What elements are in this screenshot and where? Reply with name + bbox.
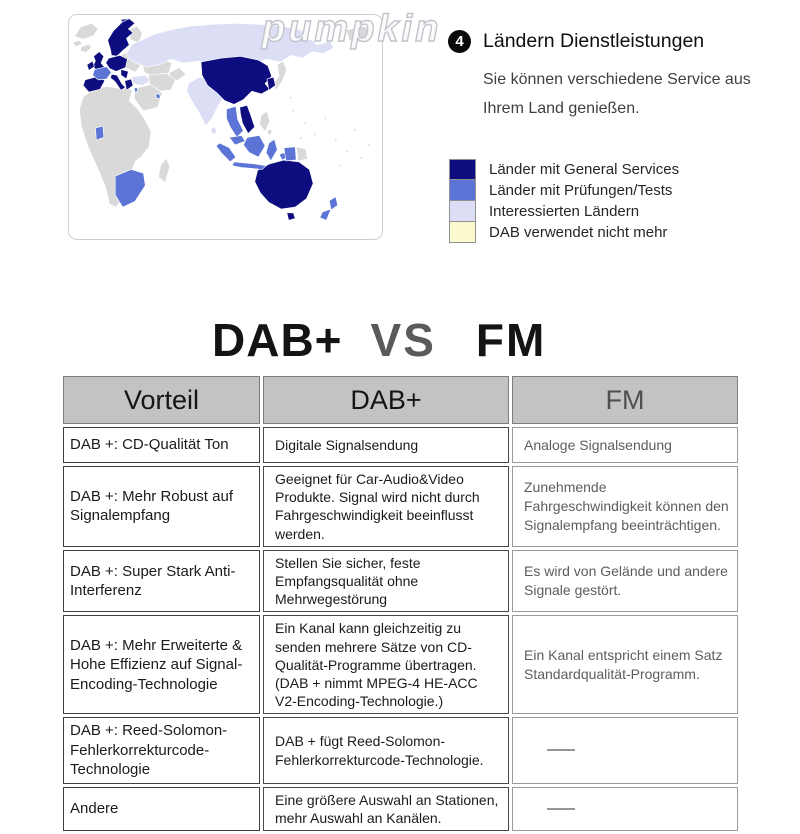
versus-vs-label: VS — [370, 314, 436, 366]
header-dab: DAB+ — [263, 376, 509, 424]
cell-dab: Stellen Sie sicher, feste Empfangsqualität ohne Mehrwegestörung — [263, 550, 509, 613]
header-vorteil: Vorteil — [63, 376, 260, 424]
cell-dab: Ein Kanal kann gleichzeitig zu senden mehrere Sätze von CD-Qualität-Programme übertragen. (DAB + nimmt MPEG-4 HE-ACC V2-Encoding-Technologie.) — [263, 615, 509, 714]
legend-item-no-dab — [449, 222, 679, 243]
cell-fm: Ein Kanal entspricht einem Satz Standardqualität-Programm. — [512, 615, 738, 714]
cell-dab: DAB + fügt Reed-Solomon-Fehlerkorrekturcode-Technologie. — [263, 717, 509, 784]
description-line-1: Sie können verschiedene Service aus — [483, 71, 751, 88]
section-description — [483, 65, 778, 123]
cell-vorteil: Andere — [63, 787, 260, 831]
cell-vorteil: DAB +: Mehr Erweiterte & Hohe Effizienz auf Signal-Encoding-Technologie — [63, 615, 260, 714]
versus-fm-label: FM — [475, 314, 547, 366]
cell-fm: Zunehmende Fahrgeschwindigkeit können den Signalempfang beeinträchtigen. — [512, 466, 738, 547]
table-row — [63, 717, 738, 784]
cell-dab: Digitale Signalsendung — [263, 427, 509, 463]
comparison-table — [60, 373, 741, 834]
table-row — [63, 466, 738, 547]
step-number-badge: 4 — [448, 30, 471, 53]
legend-item-tests — [449, 180, 679, 201]
legend-swatch-general-services — [449, 159, 476, 180]
section-title: Ländern Dienstleistungen — [483, 30, 705, 52]
brand-watermark-pumpkin: pumpkin — [262, 8, 442, 50]
versus-dab-label: DAB+ — [212, 314, 343, 366]
cell-fm: Es wird von Gelände und andere Signale gestört. — [512, 550, 738, 613]
legend-label: DAB verwendet nicht mehr — [489, 224, 668, 241]
cell-fm: Analoge Signalsendung — [512, 427, 738, 463]
cell-dab: Eine größere Auswahl an Stationen, mehr Auswahl an Kanälen. — [263, 787, 509, 831]
legend-label: Länder mit Prüfungen/Tests — [489, 182, 673, 199]
description-line-2: Ihrem Land genießen. — [483, 100, 640, 117]
legend-item-interested — [449, 201, 679, 222]
cell-vorteil: DAB +: Reed-Solomon-Fehlerkorrekturcode-Technologie — [63, 717, 260, 784]
legend-swatch-tests — [449, 180, 476, 201]
map-legend — [449, 159, 679, 243]
header-fm: FM — [512, 376, 738, 424]
legend-label: Interessierten Ländern — [489, 203, 640, 220]
cell-vorteil: DAB +: CD-Qualität Ton — [63, 427, 260, 463]
cell-vorteil: DAB +: Mehr Robust auf Signalempfang — [63, 466, 260, 547]
table-row — [63, 550, 738, 613]
versus-title — [212, 315, 546, 366]
cell-vorteil: DAB +: Super Stark Anti-Interferenz — [63, 550, 260, 613]
cell-fm-dash: —— — [512, 717, 738, 784]
legend-label: Länder mit General Services — [489, 161, 680, 178]
cell-fm-dash: —— — [512, 787, 738, 831]
map-info-block — [448, 30, 778, 123]
legend-item-general-services — [449, 159, 679, 180]
table-row — [63, 787, 738, 831]
cell-dab: Geeignet für Car-Audio&Video Produkte. Signal wird nicht durch Fahrgeschwindigkeit beeinflusst werden. — [263, 466, 509, 547]
table-header-row — [63, 376, 738, 424]
legend-swatch-interested — [449, 201, 476, 222]
table-row — [63, 615, 738, 714]
table-row — [63, 427, 738, 463]
legend-swatch-no-dab — [449, 222, 476, 243]
